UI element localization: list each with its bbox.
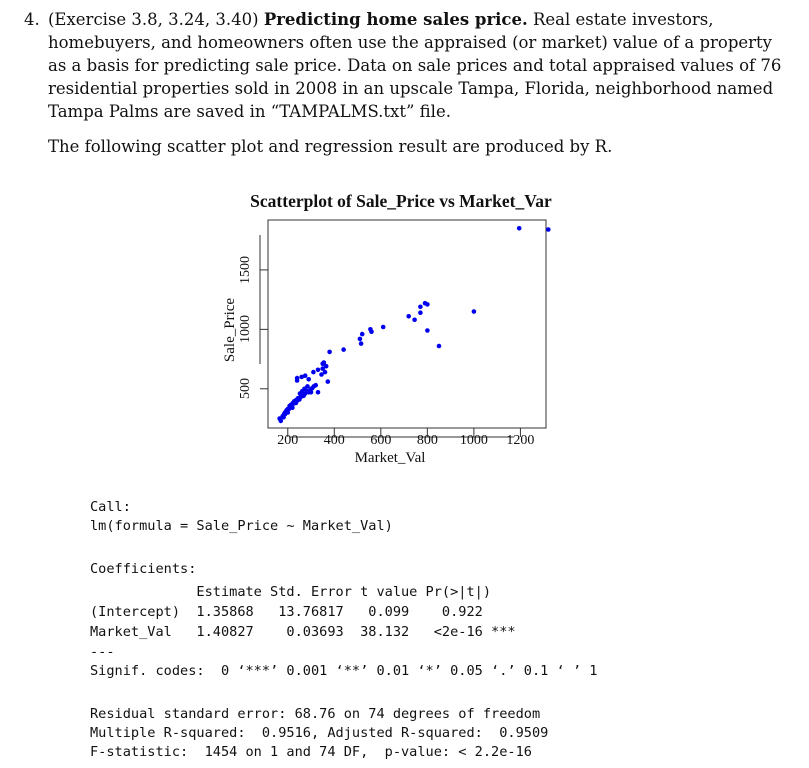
x-tick-label: 1000 <box>459 433 488 448</box>
data-point <box>316 368 321 373</box>
data-point <box>305 384 310 389</box>
x-tick-label: 600 <box>370 433 392 448</box>
exercise-reference: (Exercise 3.8, 3.24, 3.40) <box>48 10 259 29</box>
x-tick-label: 400 <box>323 433 345 448</box>
data-point <box>360 332 365 337</box>
data-point <box>316 390 321 395</box>
data-point <box>425 302 430 307</box>
r-signif-codes: Signif. codes: 0 ‘***’ 0.001 ‘**’ 0.01 ‘*’ 0.05 ‘.’ 0.1 ‘ ’ 1 <box>90 663 598 679</box>
r-row-intercept: (Intercept) 1.35868 13.76817 0.099 0.922 <box>90 604 483 620</box>
r-separator: --- <box>90 644 115 660</box>
data-point <box>546 227 551 232</box>
data-point <box>381 325 386 330</box>
data-point <box>341 347 346 352</box>
x-tick-label: 200 <box>277 433 299 448</box>
data-point <box>425 328 430 333</box>
chart-title: Scatterplot of Sale_Price vs Market_Var <box>250 191 552 211</box>
y-tick-label: 1500 <box>238 255 253 284</box>
data-point <box>359 341 364 346</box>
r-row-market-val: Market_Val 1.40827 0.03693 38.132 <2e-16 *** <box>90 624 516 640</box>
data-point <box>279 419 284 424</box>
data-point <box>311 370 316 375</box>
intro-text: The following scatter plot and regression result are produced by R. <box>48 137 613 156</box>
x-tick-label: 1200 <box>506 433 535 448</box>
problem-body: Real estate investors, homebuyers, and homeowners often use the appraised (or market) value of a property as a basis for predicting sale price. Data on sale prices and total appraised values of 76 residential properties sold in 2008 in an upscale Tampa, Florida, neighborhood named Tampa Palms are saved in “TAMPALMS.txt” file. <box>48 10 782 121</box>
data-point <box>295 378 300 383</box>
data-point <box>437 344 442 349</box>
r-coef-header: Coefficients: <box>90 561 197 577</box>
y-tick-label: 1000 <box>238 315 253 344</box>
r-coef-columns: Estimate Std. Error t value Pr(>|t|) <box>90 584 492 600</box>
y-axis-label: Sale_Price <box>222 297 238 363</box>
data-point <box>406 314 411 319</box>
problem-title: Predicting home sales price. <box>263 10 528 29</box>
x-tick-label: 800 <box>416 433 438 448</box>
data-point <box>368 327 373 332</box>
y-tick-label: 500 <box>238 378 253 400</box>
r-residual-se: Residual standard error: 68.76 on 74 degrees of freedom <box>90 706 541 722</box>
data-point <box>313 383 318 388</box>
data-point <box>418 305 423 310</box>
data-point <box>326 379 331 384</box>
r-call: lm(formula = Sale_Price ~ Market_Val) <box>90 518 393 534</box>
data-point <box>412 318 417 323</box>
data-point <box>306 377 311 382</box>
data-point <box>303 373 308 378</box>
r-f-statistic: F-statistic: 1454 on 1 and 74 DF, p-value: < 2.2e-16 <box>90 744 532 760</box>
plot-frame <box>268 220 546 428</box>
data-point <box>327 350 332 355</box>
data-point <box>309 390 314 395</box>
data-point <box>358 337 363 342</box>
data-point <box>517 226 522 231</box>
data-point <box>472 309 477 314</box>
r-call-header: Call: <box>90 499 131 515</box>
data-point <box>320 362 325 367</box>
r-r-squared: Multiple R-squared: 0.9516, Adjusted R-squared: 0.9509 <box>90 725 549 741</box>
x-axis-label: Market_Val <box>354 450 426 466</box>
problem-number: 4. <box>24 10 40 29</box>
data-point <box>418 310 423 315</box>
data-point <box>296 396 301 401</box>
